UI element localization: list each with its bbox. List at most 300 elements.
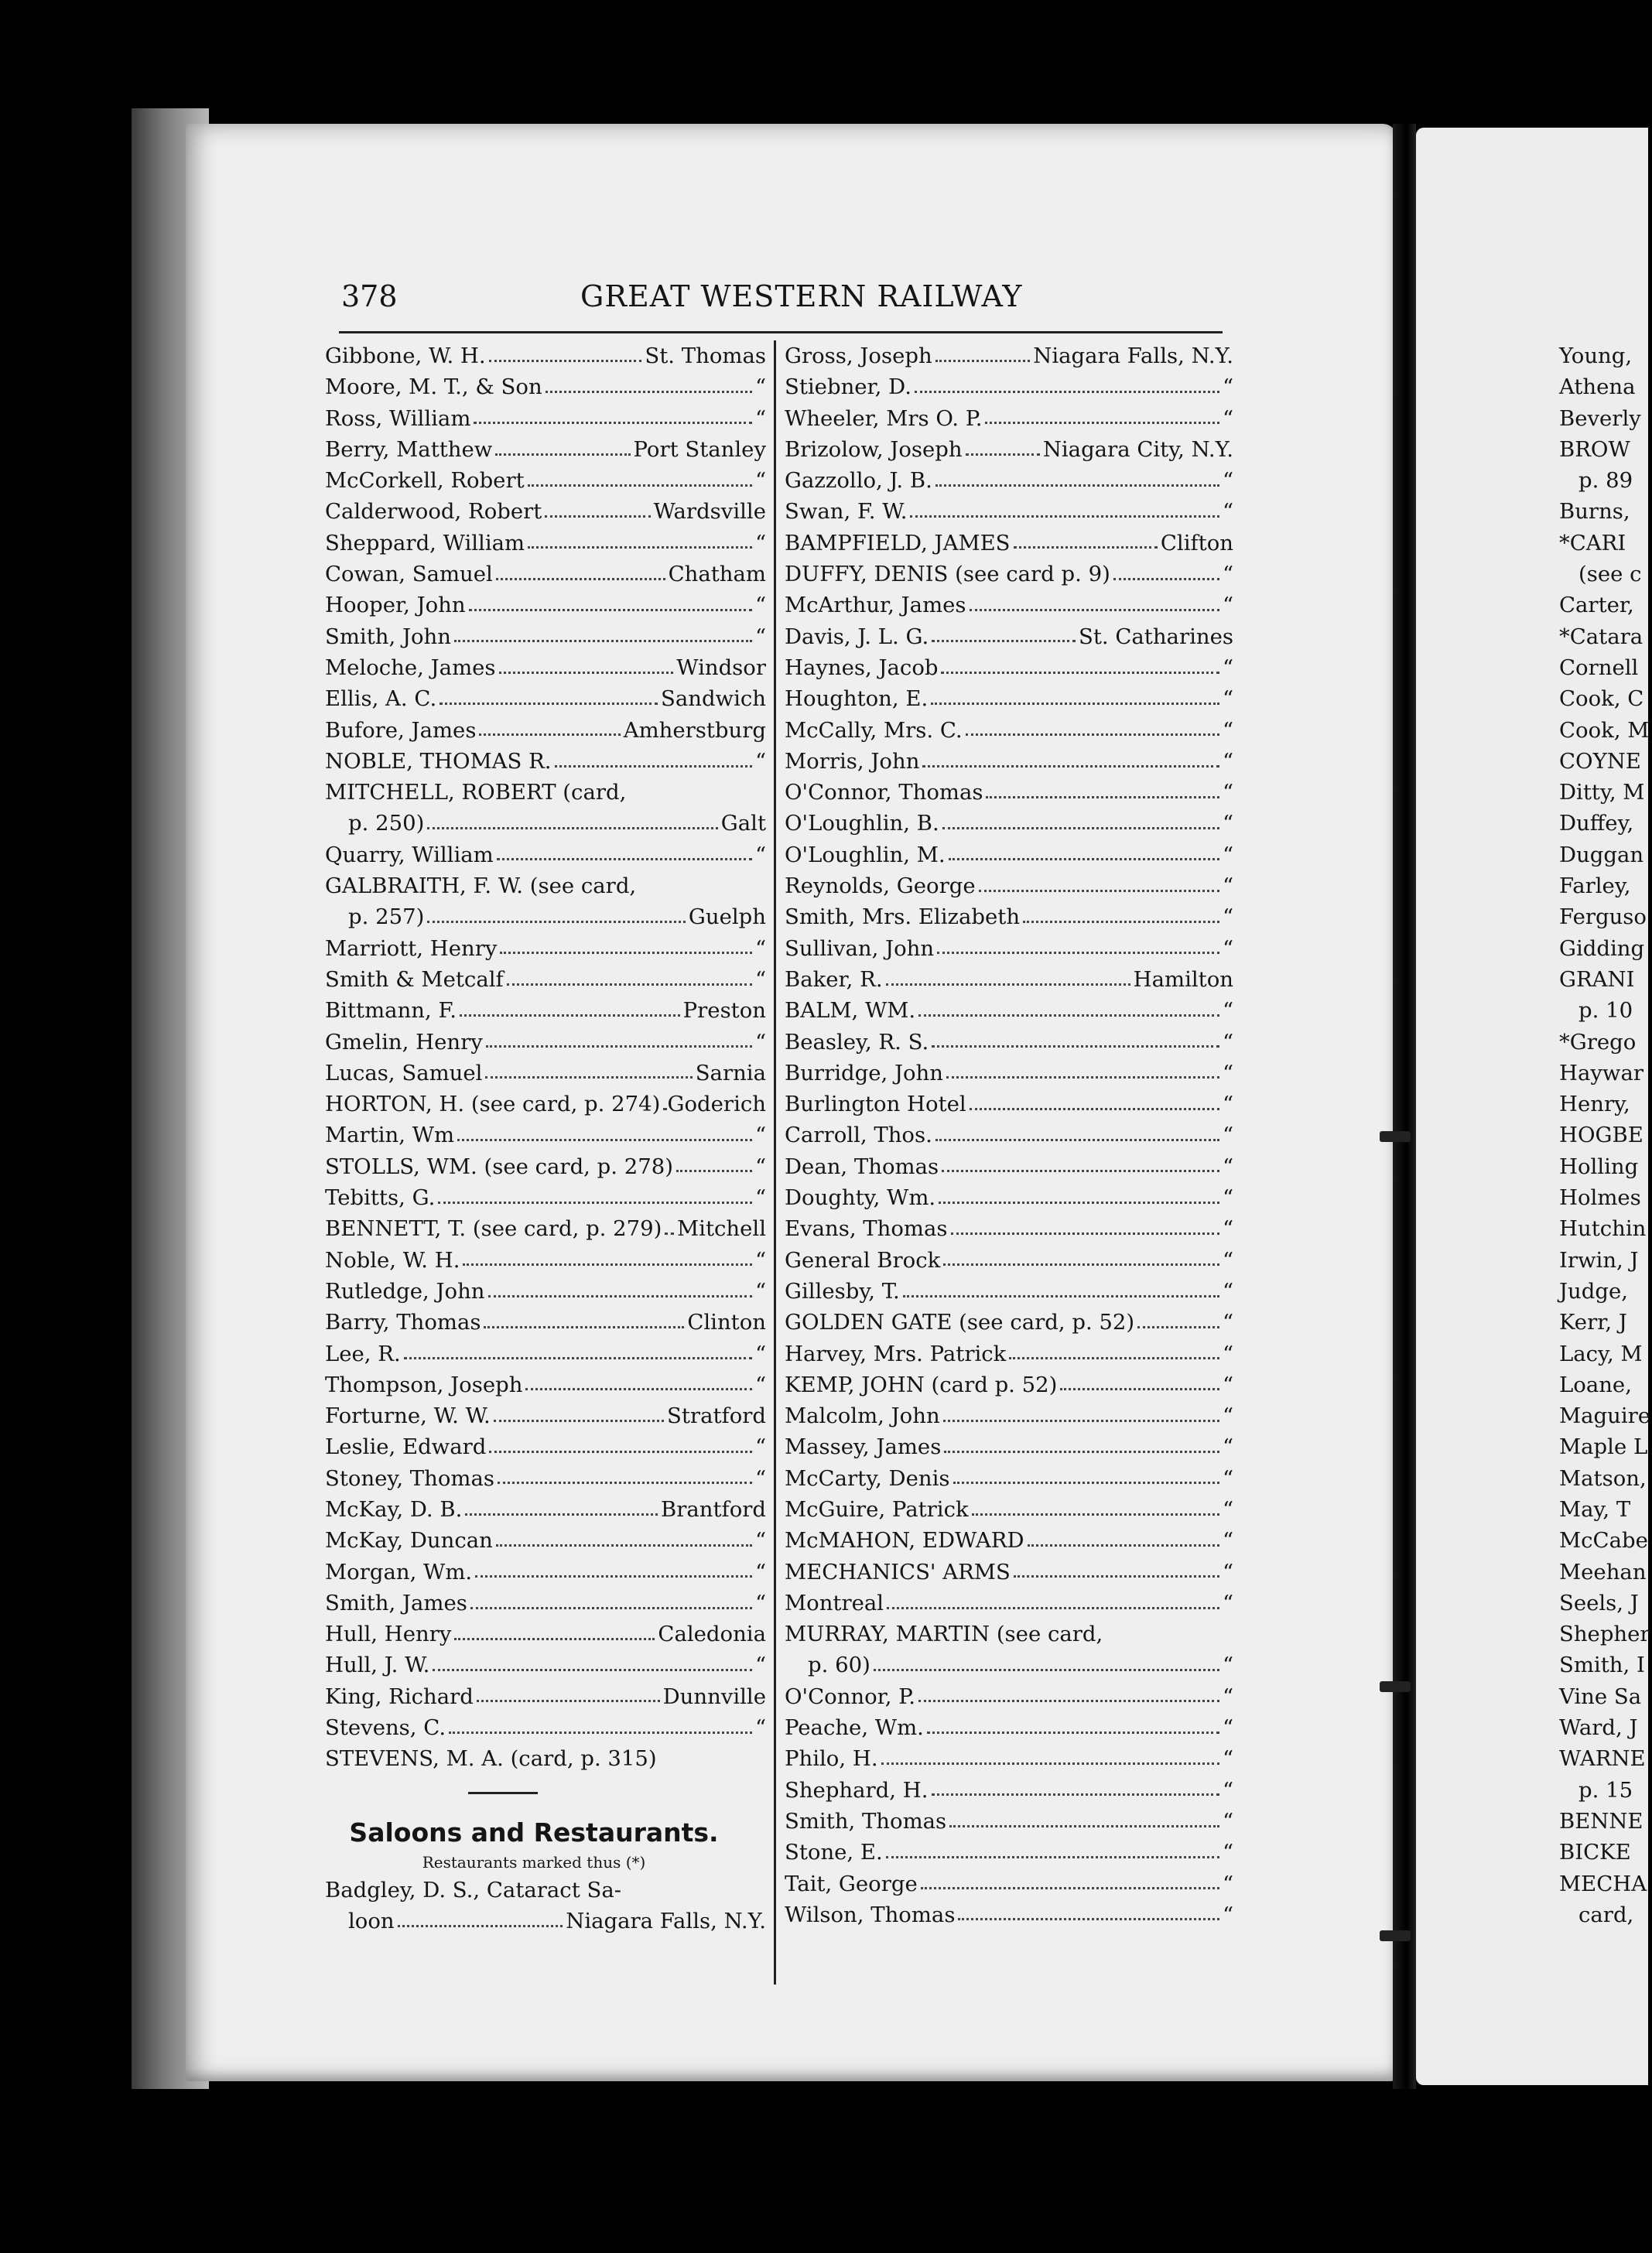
right-page-fragment: GRANI <box>1559 966 1635 992</box>
entry-place: Brantford <box>661 1496 766 1522</box>
right-page-fragment: Cornell <box>1559 655 1639 680</box>
dot-leader <box>494 1420 664 1422</box>
entry-name: Badgley, D. S., Cataract Sa- <box>325 1877 622 1903</box>
entry-name: Hull, J. W. <box>325 1653 430 1678</box>
section-subtitle: Restaurants marked thus (*) <box>422 1852 646 1872</box>
entry-name: MURRAY, MARTIN (see card, <box>785 1622 1103 1647</box>
directory-entry <box>325 1681 766 1712</box>
dot-leader <box>886 983 1130 986</box>
entry-name: Shephard, H. <box>785 1777 929 1803</box>
dot-leader <box>970 609 1219 611</box>
right-page-fragment: BICKE <box>1559 1840 1631 1865</box>
dot-leader <box>935 484 1219 487</box>
entry-place: “ <box>1222 1653 1233 1678</box>
entry-place: Niagara Falls, N.Y. <box>1033 344 1233 368</box>
right-page-fragment: Young, <box>1559 344 1633 368</box>
entry-name: MITCHELL, ROBERT (card, <box>325 780 627 805</box>
entry-place: “ <box>1222 1559 1233 1585</box>
right-page-fragment: Lacy, M <box>1559 1341 1643 1366</box>
dot-leader <box>465 1513 658 1516</box>
right-page-fragment: Cook, M <box>1559 717 1650 743</box>
entry-name: Stone, E. <box>785 1840 883 1865</box>
dot-leader <box>438 1202 752 1204</box>
dot-leader <box>463 1263 751 1266</box>
dot-leader <box>665 1232 674 1235</box>
entry-place: “ <box>1222 1029 1233 1055</box>
dot-leader <box>528 546 752 549</box>
entry-name: Brizolow, Joseph <box>785 436 963 462</box>
entry-name: Meloche, James <box>325 655 496 680</box>
entry-name: Ross, William <box>325 405 471 431</box>
entry-place: “ <box>754 468 766 494</box>
directory-entry <box>325 1650 766 1680</box>
entry-place: St. Thomas <box>645 344 766 368</box>
entry-name: McArthur, James <box>785 593 966 618</box>
entry-name: Martin, Wm <box>325 1123 455 1148</box>
right-page-fragment: HOGBE <box>1559 1123 1643 1148</box>
entry-place: “ <box>754 1185 766 1211</box>
directory-entry <box>325 496 766 527</box>
entry-name: Smith, James <box>325 1590 467 1615</box>
directory-entry <box>785 1681 1233 1712</box>
dot-leader <box>676 1170 752 1172</box>
entry-name: General Brock <box>785 1247 941 1273</box>
entry-place: “ <box>1222 1902 1233 1927</box>
entry-name: Lee, R. <box>325 1341 401 1366</box>
entry-place: “ <box>1222 1715 1233 1741</box>
entry-name: Harvey, Mrs. Patrick <box>785 1341 1007 1366</box>
dot-leader <box>479 733 620 736</box>
dot-leader <box>498 1482 752 1484</box>
entry-name: Thompson, Joseph <box>325 1372 523 1397</box>
directory-entry <box>325 1027 766 1058</box>
right-page-fragment: Ditty, M <box>1559 780 1645 805</box>
entry-name: Smith, John <box>325 624 451 649</box>
entry-name: Haynes, Jacob <box>785 655 939 680</box>
directory-entry <box>325 559 766 590</box>
right-page-fragment: Holmes <box>1559 1185 1641 1211</box>
directory-entry <box>785 1245 1233 1276</box>
entry-name: Smith, Thomas <box>785 1808 947 1834</box>
right-page-fragment: MECHA <box>1559 1871 1647 1896</box>
directory-entry <box>325 590 766 621</box>
dot-leader <box>486 1045 752 1048</box>
entry-name: loon <box>348 1908 395 1933</box>
entry-name: p. 257) <box>348 904 425 930</box>
entry-place: “ <box>754 1528 766 1554</box>
entry-name: KEMP, JOHN (card p. 52) <box>785 1372 1058 1397</box>
entry-place: “ <box>1222 1684 1233 1709</box>
entry-name: NOBLE, THOMAS R. <box>325 748 552 774</box>
directory-entry <box>785 528 1233 559</box>
entry-place: “ <box>754 405 766 431</box>
entry-name: Tebitts, G. <box>325 1185 436 1211</box>
right-page-fragment: Ferguso <box>1559 904 1647 930</box>
directory-entry <box>325 1120 766 1150</box>
directory-entry <box>785 1463 1233 1494</box>
dot-leader <box>918 1700 1219 1702</box>
right-page-fragment: Shepher <box>1559 1622 1650 1647</box>
dot-leader <box>910 515 1219 518</box>
directory-entry <box>325 528 766 559</box>
directory-entry <box>785 1307 1233 1338</box>
entry-name: McKay, D. B. <box>325 1496 463 1522</box>
dot-leader <box>545 515 650 518</box>
dot-leader <box>939 1202 1219 1204</box>
dot-leader <box>474 422 752 424</box>
entry-place: “ <box>1222 374 1233 400</box>
entry-name: King, Richard <box>325 1684 474 1709</box>
entry-place: “ <box>754 1715 766 1741</box>
entry-name: Beasley, R. S. <box>785 1029 929 1055</box>
entry-place: “ <box>1222 655 1233 680</box>
dot-leader <box>495 453 630 456</box>
entry-name: BALM, WM. <box>785 998 916 1024</box>
entry-place: “ <box>1222 1154 1233 1179</box>
dot-leader <box>507 983 752 986</box>
dot-leader <box>935 360 1031 362</box>
right-page-fragment: Hutchin <box>1559 1216 1647 1242</box>
entry-place: “ <box>1222 593 1233 618</box>
entry-name: p. 60) <box>808 1653 870 1678</box>
entry-place: “ <box>754 593 766 618</box>
right-page-fragment: McCabe <box>1559 1528 1648 1554</box>
entry-name: Gillesby, T. <box>785 1278 900 1304</box>
directory-entry <box>325 1307 766 1338</box>
dot-leader <box>440 703 658 705</box>
dot-leader <box>663 1108 664 1110</box>
right-page-fragment: Judge, <box>1559 1278 1628 1304</box>
entry-place: “ <box>754 374 766 400</box>
right-page-fragment: BROW <box>1559 436 1630 462</box>
entry-name: Baker, R. <box>785 966 883 992</box>
entry-place: “ <box>1222 1590 1233 1615</box>
dot-leader <box>1014 1575 1219 1578</box>
entry-name: Stoney, Thomas <box>325 1465 494 1491</box>
entry-place: Amherstburg <box>623 717 766 743</box>
entry-name: O'Loughlin, M. <box>785 842 946 867</box>
right-page-fragment: Holling <box>1559 1154 1639 1179</box>
entry-name: Peache, Wm. <box>785 1715 924 1741</box>
directory-entry <box>325 403 766 434</box>
directory-entry <box>325 621 766 652</box>
entry-place: Dunnville <box>662 1684 766 1709</box>
directory-entry <box>325 1525 766 1556</box>
entry-place: Mitchell <box>677 1216 766 1242</box>
entry-place: “ <box>1222 1216 1233 1242</box>
entry-name: Reynolds, George <box>785 874 976 899</box>
directory-entry <box>785 1120 1233 1150</box>
entry-name: McCorkell, Robert <box>325 468 525 494</box>
entry-place: “ <box>1222 811 1233 836</box>
page-number: 378 <box>341 279 398 313</box>
right-page-fragment: Matson, <box>1559 1465 1647 1491</box>
entry-name: Malcolm, John <box>785 1403 940 1429</box>
directory-entry <box>785 995 1233 1026</box>
entry-place: Clifton <box>1160 530 1233 556</box>
directory-entry <box>325 465 766 496</box>
right-page-fragment: p. 15 <box>1578 1777 1633 1803</box>
entry-name: Burlington Hotel <box>785 1092 966 1117</box>
entry-name: BENNETT, T. (see card, p. 279) <box>325 1216 662 1242</box>
right-page-fragment: Cook, C <box>1559 686 1644 712</box>
entry-name: Gmelin, Henry <box>325 1029 483 1055</box>
dot-leader <box>943 1263 1219 1266</box>
entry-place: Port Stanley <box>633 436 766 462</box>
entry-name: GALBRAITH, F. W. (see card, <box>325 874 637 899</box>
entry-name: Smith, Mrs. Elizabeth <box>785 904 1021 930</box>
entry-name: Leslie, Edward <box>325 1434 487 1460</box>
directory-entry <box>325 870 766 901</box>
entry-place: “ <box>1222 1310 1233 1335</box>
directory-entry <box>785 964 1233 995</box>
entry-name: GOLDEN GATE (see card, p. 52) <box>785 1310 1135 1335</box>
dot-leader <box>958 1918 1219 1920</box>
entry-place: Sandwich <box>661 686 766 712</box>
middle-column <box>785 340 1233 1930</box>
dot-leader <box>922 765 1219 768</box>
dot-leader <box>966 453 1040 456</box>
dot-leader <box>496 1544 752 1547</box>
entry-place: “ <box>1222 686 1233 712</box>
entry-name: Berry, Matthew <box>325 436 493 462</box>
directory-entry <box>325 1369 766 1400</box>
entry-place: Niagara City, N.Y. <box>1042 436 1233 462</box>
entry-place: “ <box>1222 1092 1233 1117</box>
right-page-fragment: Farley, <box>1559 874 1631 899</box>
right-page-fragment: Smith, I <box>1559 1653 1645 1678</box>
directory-entry <box>785 870 1233 901</box>
entry-name: O'Connor, Thomas <box>785 780 983 805</box>
dot-leader <box>499 672 674 674</box>
directory-entry <box>785 683 1233 714</box>
directory-entry <box>325 371 766 402</box>
directory-entry <box>785 1743 1233 1774</box>
directory-entry <box>325 1245 766 1276</box>
directory-entry <box>785 1588 1233 1619</box>
dot-leader <box>555 765 752 768</box>
entry-place: “ <box>754 1372 766 1397</box>
dot-leader <box>921 1887 1219 1889</box>
entry-place: Chatham <box>668 562 766 587</box>
entry-name: Wilson, Thomas <box>785 1902 956 1927</box>
entry-place: Stratford <box>667 1403 766 1429</box>
dot-leader <box>1009 1357 1219 1359</box>
right-page-column <box>1559 340 1652 1930</box>
entry-name: Houghton, E. <box>785 686 929 712</box>
dot-leader <box>941 672 1219 674</box>
entry-name: Ellis, A. C. <box>325 686 437 712</box>
entry-place: “ <box>1222 1247 1233 1273</box>
dot-leader <box>931 703 1219 705</box>
right-page-fragment: Loane, <box>1559 1372 1632 1397</box>
entry-place: Goderich <box>667 1092 766 1117</box>
entry-name: Philo, H. <box>785 1746 878 1772</box>
directory-entry <box>785 1369 1233 1400</box>
directory-entry <box>325 901 766 932</box>
directory-entry <box>785 496 1233 527</box>
directory-entry <box>325 1906 766 1937</box>
directory-entry <box>325 808 766 839</box>
dot-leader <box>915 391 1219 393</box>
directory-entry <box>785 590 1233 621</box>
binding-mark <box>1380 1681 1411 1692</box>
dot-leader <box>460 1014 680 1017</box>
dot-leader <box>433 1669 752 1671</box>
dot-leader <box>937 952 1219 954</box>
directory-entry <box>325 1743 766 1774</box>
directory-entry <box>785 1276 1233 1307</box>
right-page-fragment: *Catara <box>1559 624 1643 649</box>
dot-leader <box>985 422 1219 424</box>
section-title: Saloons and Restaurants. <box>349 1817 719 1848</box>
directory-entry <box>785 621 1233 652</box>
entry-place: “ <box>754 842 766 867</box>
entry-name: Stevens, C. <box>325 1715 446 1741</box>
dot-leader <box>489 360 642 362</box>
right-page-fragment: Haywar <box>1559 1060 1643 1085</box>
directory-entry <box>325 1463 766 1494</box>
right-page-fragment: Irwin, J <box>1559 1247 1639 1273</box>
dot-leader <box>427 827 717 829</box>
entry-place: “ <box>1222 1528 1233 1554</box>
entry-name: Doughty, Wm. <box>785 1185 936 1211</box>
entry-place: “ <box>754 966 766 992</box>
dot-leader <box>449 1732 752 1734</box>
entry-name: Dean, Thomas <box>785 1154 939 1179</box>
right-page-fragment: card, <box>1578 1902 1634 1927</box>
dot-leader <box>886 1856 1219 1858</box>
entry-place: “ <box>1222 1278 1233 1304</box>
dot-leader <box>932 1793 1219 1796</box>
directory-entry <box>325 995 766 1026</box>
entry-name: MECHANICS' ARMS <box>785 1559 1011 1585</box>
dot-leader <box>484 1326 684 1328</box>
binding-mark <box>1380 1930 1411 1941</box>
entry-place: “ <box>1222 468 1233 494</box>
entry-place: Guelph <box>688 904 766 930</box>
entry-place: “ <box>1222 1871 1233 1896</box>
entry-name: Evans, Thomas <box>785 1216 948 1242</box>
entry-name: Barry, Thomas <box>325 1310 481 1335</box>
entry-name: Gibbone, W. H. <box>325 344 486 368</box>
entry-place: “ <box>1222 1434 1233 1460</box>
dot-leader <box>881 1762 1219 1765</box>
entry-name: STEVENS, M. A. (card, p. 315) <box>325 1746 657 1772</box>
entry-place: “ <box>1222 935 1233 961</box>
dot-leader <box>918 1014 1219 1017</box>
running-head: GREAT WESTERN RAILWAY <box>580 279 1023 313</box>
entry-name: DUFFY, DENIS (see card p. 9) <box>785 562 1110 587</box>
dot-leader <box>1023 921 1219 923</box>
entry-place: Galt <box>720 811 766 836</box>
dot-leader <box>972 1513 1219 1516</box>
directory-entry <box>325 777 766 808</box>
directory-entry <box>785 340 1233 371</box>
entry-place: “ <box>1222 874 1233 899</box>
book-gutter <box>1393 124 1416 2089</box>
entry-name: Cowan, Samuel <box>325 562 493 587</box>
dot-leader <box>970 1108 1219 1110</box>
dot-leader <box>1014 546 1158 549</box>
directory-entry <box>325 1494 766 1525</box>
directory-entry <box>325 1276 766 1307</box>
dot-leader <box>946 1076 1219 1079</box>
entry-name: Tait, George <box>785 1871 918 1896</box>
dot-leader <box>457 1139 752 1141</box>
entry-name: Gazzollo, J. B. <box>785 468 932 494</box>
entry-place: “ <box>1222 1403 1233 1429</box>
directory-entry <box>325 1182 766 1213</box>
directory-entry <box>785 1837 1233 1868</box>
entry-place: “ <box>754 1465 766 1491</box>
dot-leader <box>932 1045 1219 1048</box>
dot-leader <box>874 1669 1219 1671</box>
right-page-fragment: Meehan <box>1559 1559 1647 1585</box>
entry-place: St. Catharines <box>1078 624 1233 649</box>
directory-entry <box>785 1027 1233 1058</box>
directory-entry <box>785 1431 1233 1462</box>
dot-leader <box>942 1170 1219 1172</box>
entry-name: McCally, Mrs. C. <box>785 717 963 743</box>
entry-name: O'Connor, P. <box>785 1684 915 1709</box>
dot-leader <box>496 578 665 580</box>
dot-leader <box>477 1700 660 1702</box>
directory-entry <box>325 652 766 683</box>
right-page-fragment: Vine Sa <box>1559 1684 1642 1709</box>
directory-entry <box>325 1588 766 1619</box>
entry-place: “ <box>1222 1123 1233 1148</box>
entry-name: Stiebner, D. <box>785 374 912 400</box>
entry-name: McMAHON, EDWARD <box>785 1528 1024 1554</box>
directory-entry <box>785 1182 1233 1213</box>
dot-leader <box>927 1732 1219 1734</box>
entry-place: “ <box>1222 780 1233 805</box>
directory-entry <box>785 777 1233 808</box>
entry-place: “ <box>754 1029 766 1055</box>
entry-name: Davis, J. L. G. <box>785 624 929 649</box>
directory-entry <box>785 465 1233 496</box>
header-rule <box>339 331 1223 333</box>
directory-entry <box>785 1213 1233 1244</box>
directory-entry <box>785 715 1233 746</box>
dot-leader <box>942 827 1219 829</box>
directory-entry <box>325 715 766 746</box>
entry-place: Caledonia <box>658 1622 766 1647</box>
right-page-fragment: BENNE <box>1559 1808 1643 1834</box>
entry-place: “ <box>754 1154 766 1179</box>
entry-place: “ <box>754 748 766 774</box>
entry-place: “ <box>1222 1496 1233 1522</box>
dot-leader <box>469 609 752 611</box>
directory-entry <box>785 1619 1233 1650</box>
right-page-fragment: Burns, <box>1559 499 1630 525</box>
directory-entry <box>785 559 1233 590</box>
entry-place: “ <box>754 624 766 649</box>
directory-entry <box>325 434 766 465</box>
entry-name: STOLLS, WM. (see card, p. 278) <box>325 1154 673 1179</box>
directory-entry <box>325 1557 766 1588</box>
entry-name: Burridge, John <box>785 1060 943 1085</box>
directory-entry <box>325 964 766 995</box>
entry-name: Morris, John <box>785 748 920 774</box>
right-page-fragment: *Grego <box>1559 1029 1637 1055</box>
right-page-fragment: Carter, <box>1559 593 1634 618</box>
entry-place: “ <box>1222 904 1233 930</box>
right-page-fragment: May, T <box>1559 1496 1631 1522</box>
dot-leader <box>427 921 686 923</box>
dot-leader <box>525 1388 752 1390</box>
